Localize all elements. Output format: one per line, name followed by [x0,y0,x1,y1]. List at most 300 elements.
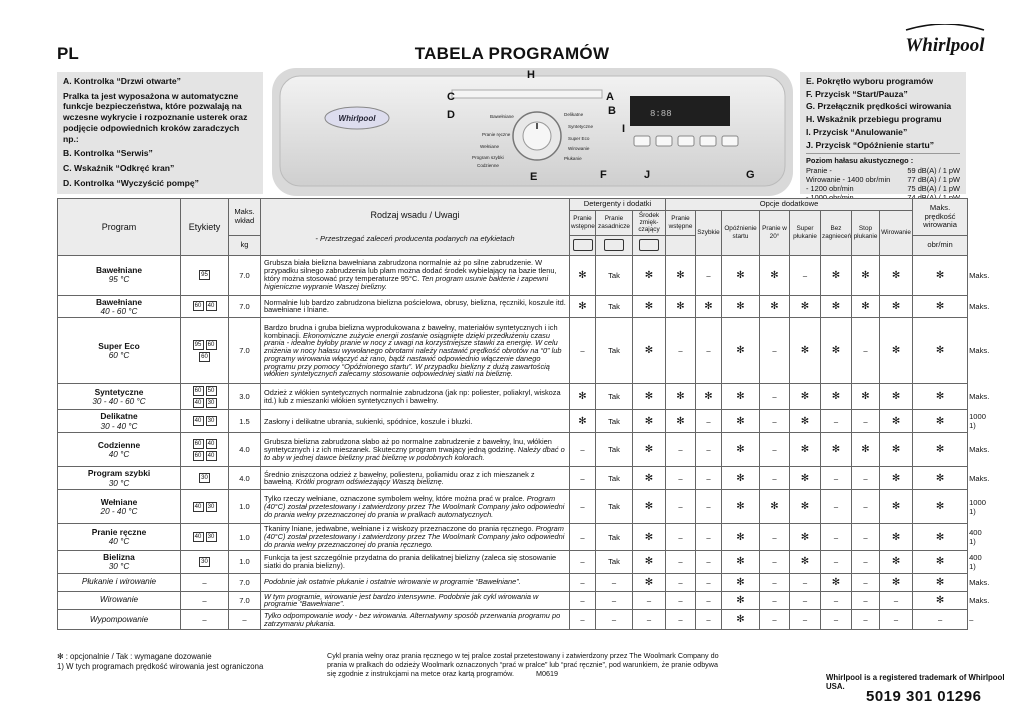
legend-f: F. Przycisk “Start/Pauza” [806,88,908,99]
max-load: 1.0 [229,550,261,573]
option-cell: ✻ [821,295,852,318]
display-screen [630,96,730,126]
svg-text:8:88: 8:88 [650,109,672,119]
option-cell: – [760,410,790,433]
option-cell: ✻ [852,295,880,318]
load-description: Funkcja ta jest szczególnie przydatna do prania delikatnej bielizny (zaleca się stosowanie siatki do prania bielizny). [261,550,570,573]
col-load: Maks. wkład [229,199,261,236]
document-code: 5019 301 01296 [866,688,982,705]
woolmark-code: M0619 [535,668,558,678]
wash-temp-icon: 60 [193,386,204,396]
option-cell: Tak [596,524,633,550]
option-cell: ✻ [790,318,821,384]
option-cell: – [570,524,596,550]
option-cell: – [760,433,790,467]
option-cell: ✻ [880,524,913,550]
wash-temp-icon: 40 [193,502,204,512]
option-cell: ✻ [913,490,968,524]
option-cell: – [570,591,596,610]
legend-symbols: ✻ : opcjonalnie / Tak : wymagane dozowanie [57,652,212,661]
option-cell: ✻ [722,410,760,433]
option-cell: ✻ [913,550,968,573]
softener-compartment-icon [639,239,659,251]
option-cell: – [570,550,596,573]
option-cell: ✻ [570,384,596,410]
care-labels [181,255,229,295]
wash-temp-icon: 40 [193,398,204,408]
load-description: Średnio zniszczona odzież z bawełny, poliesteru, poliamidu oraz z ich mieszanek z bawełną. Krótki program odświeżający Waszą bieliznę. [261,467,570,490]
option-cell: ✻ [790,467,821,490]
program-name: Delikatne 30 - 40 °C [58,410,181,433]
option-cell: ✻ [722,610,760,630]
max-load: 7.0 [229,255,261,295]
trademark-note: Whirlpool is a registered trademark of Whirlpool USA. [826,673,1005,691]
svg-text:Delikatne: Delikatne [564,112,584,117]
legend-b: B. Kontrolka “Serwis” [63,148,153,159]
option-cell: – [760,591,790,610]
noise-levels [806,153,960,202]
option-cell: – [821,591,852,610]
letter-a: A [606,91,614,103]
opt-col-1: Szybkie [696,210,722,255]
option-cell: – [880,610,913,630]
option-cell: Tak [596,490,633,524]
option-cell: ✻ [852,384,880,410]
option-cell: ✻ [790,490,821,524]
option-cell: ✻ [696,295,722,318]
col-type: Rodzaj wsadu / Uwagi - Przestrzegać zaleceń producenta podanych na etykietach [261,199,570,256]
option-cell: – [821,410,852,433]
care-labels: – [181,610,229,630]
option-cell: – [821,550,852,573]
option-cell: ✻ [880,384,913,410]
program-name: Wełniane 20 - 40 °C [58,490,181,524]
letter-i: I [622,123,626,135]
table-row: Pranie ręczne 40 °C 40 30 1.0 Tkaniny lniane, jedwabne, wełniane i z wiskozy przeznaczone do prania ręcznego. Program (40°C) został przetestowany i zatwierdzony przez The Woolmark Company jako odpowiedni do prania wełny przeznaczonej do prania ręcznego. – Tak ✻ – – ✻ – ✻ – – ✻ ✻ 400 1) [58,524,968,550]
option-cell: ✻ [852,433,880,467]
option-cell: – [696,410,722,433]
option-cell: ✻ [633,573,666,591]
col-load-unit: kg [229,235,261,255]
max-load: 1.0 [229,524,261,550]
option-cell: ✻ [913,573,968,591]
opt-col-5: Bez zagnieceń [821,210,852,255]
option-cell: – [790,573,821,591]
table-row: Program szybki 30 °C 30 4.0 Średnio zniszczona odzież z bawełny, poliesteru, poliamidu oraz z ich mieszanek z bawełną. Krótki program odświeżający Waszą bieliznę. – Tak ✻ – – ✻ – ✻ – – ✻ ✻ Maks. [58,467,968,490]
option-cell: ✻ [880,255,913,295]
table-row: Delikatne 30 - 40 °C 40 30 1.5 Zasłony i delikatne ubrania, sukienki, spódnice, koszule i bluzki. ✻ Tak ✻ ✻ – ✻ – ✻ – – ✻ ✻ 1000 1) [58,410,968,433]
option-cell: ✻ [722,467,760,490]
option-cell: – [596,591,633,610]
load-description: Zasłony i delikatne ubrania, sukienki, spódnice, koszule i bluzki. [261,410,570,433]
option-cell: ✻ [880,433,913,467]
option-cell: – [696,467,722,490]
option-cell: – [852,550,880,573]
col-rpm-unit: obr/min [913,235,968,255]
option-cell: – [852,410,880,433]
option-cell: – [666,467,696,490]
option-cell: ✻ [821,318,852,384]
load-description: Podobnie jak ostatnie płukanie i ostatnie wirowanie w programie “Bawełniane”. [261,573,570,591]
opt-col-6: Stop płukanie [852,210,880,255]
svg-text:Super Eco: Super Eco [568,136,590,141]
program-name: Bawełniane 95 °C [58,255,181,295]
care-labels [181,295,229,318]
noise-row: - 1200 obr/min 75 dB(A) / 1 pW [806,184,960,194]
load-description: Tylko odpompowanie wody - bez wirowania. Alternatywny sposób przerwania programu po zatrzymaniu płukania. [261,610,570,630]
option-cell: Tak [596,255,633,295]
option-cell: – [666,591,696,610]
table-legend [57,652,263,672]
option-cell: ✻ [913,318,968,384]
option-cell: – [666,433,696,467]
col-detergents: Detergenty i dodatki [570,199,666,211]
option-cell: – [633,591,666,610]
legend-h: H. Wskaźnik przebiegu programu [806,114,942,125]
option-cell: ✻ [722,255,760,295]
option-cell: – [696,550,722,573]
max-load: 7.0 [229,295,261,318]
max-load: – [229,610,261,630]
option-cell: ✻ [852,255,880,295]
det-col-0: Pranie wstępne [570,210,596,235]
program-name: Syntetyczne 30 - 40 - 60 °C [58,384,181,410]
option-cell: ✻ [722,490,760,524]
option-cell: ✻ [790,295,821,318]
opt-col-4: Super płukanie [790,210,821,255]
program-name: Super Eco 60 °C [58,318,181,384]
option-cell: – [852,573,880,591]
option-cell: – [596,573,633,591]
option-cell: – [666,524,696,550]
wash-temp-icon: 60 [193,301,204,311]
option-cell: – [852,318,880,384]
care-labels [181,550,229,573]
option-cell: ✻ [821,255,852,295]
option-cell: ✻ [722,573,760,591]
wash-temp-icon: 30 [206,502,217,512]
option-cell: – [852,467,880,490]
option-cell: ✻ [880,490,913,524]
svg-text:Bawełniane: Bawełniane [490,114,514,119]
svg-text:Wirowanie: Wirowanie [568,146,590,151]
noise-row: Pranie - 59 dB(A) / 1 pW [806,165,960,175]
table-row: Syntetyczne 30 - 40 - 60 °C 60 50 40 30 3.0 Odzież z włókien syntetycznych normalnie zabrudzona (jak np: poliester, poliakryl, wiskoza itd.) lub z mieszanki włókien syntetycznych i bawełny. ✻ Tak ✻ ✻ ✻ ✻ – ✻ ✻ ✻ ✻ ✻ Maks. [58,384,968,410]
option-cell: – [570,433,596,467]
option-cell: – [913,610,968,630]
option-cell: ✻ [760,295,790,318]
option-cell: – [666,610,696,630]
svg-text:Wełniane: Wełniane [480,144,500,149]
load-description: Grubsza biała bielizna bawełniana zabrudzona normalnie aż po silne zabrudzenie. W przypadku silnego zabrudzenia lub plam można dodać środek wybielający na bazie tlenu, który można stosować przy temperaturze 95°C. Ten program usunie bakterie i zapewni higieniczne wypranie Waszej bielizny. [261,255,570,295]
option-cell: ✻ [913,255,968,295]
max-load: 1.0 [229,490,261,524]
option-cell: Tak [596,467,633,490]
legend-e: E. Pokrętło wyboru programów [806,76,934,86]
control-panel-illustration [272,56,793,196]
max-load: 4.0 [229,433,261,467]
wash-temp-icon: 30 [199,473,210,483]
option-cell: – [570,573,596,591]
option-cell: Tak [596,410,633,433]
wash-temp-icon: 30 [206,532,217,542]
option-cell: – [696,255,722,295]
svg-text:Program szybki: Program szybki [472,155,504,160]
col-program: Program [58,199,181,256]
care-labels [181,384,229,410]
option-cell: ✻ [633,550,666,573]
option-cell: – [821,524,852,550]
option-cell: – [633,610,666,630]
wash-temp-icon: 40 [193,416,204,426]
opt-col-3: Pranie w 20° [760,210,790,255]
wash-temp-icon: 60 [199,352,210,362]
program-name: Pranie ręczne 40 °C [58,524,181,550]
wash-temp-icon: 95 [193,340,204,350]
opt-col-7: Wirowanie [880,210,913,255]
option-cell: – [852,524,880,550]
option-cell: ✻ [760,255,790,295]
option-cell: ✻ [821,384,852,410]
max-load: 7.0 [229,573,261,591]
legend-footnote: 1) W tych programach prędkość wirowania jest ograniczona [57,662,264,672]
mainwash-compartment-icon [604,239,624,251]
care-labels [181,318,229,384]
option-cell: – [821,610,852,630]
option-cell: ✻ [722,433,760,467]
load-description: Bardzo brudna i gruba bielizna wyprodukowana z bawełny, materiałów syntetycznych i ich kombinacji. Ekonomiczne zużycie energii zostanie osiągnięte dzięki przedłużeniu czasu prania - idealne byłoby pranie w nocy z uwagi na korzystniejsze stawki za energię. W celu zniżenia w nocy hałasu wywołanego obrotami należy nastawić prędkość obrotów na “0” lub programy wirowania włączyć aż rano, bądź nastawić odpowiednio włączenie danego programu przy pomocy “Opóźnionego startu”. W przypadku bielizny z dużą zawartością włókien syntetycznych zalecamy stosowanie odpowiedniej siatki na bieliznę. [261,318,570,384]
option-cell: – [821,490,852,524]
option-cell: – [696,573,722,591]
opt-prewash-icon-cell [666,235,696,255]
wash-temp-icon: 40 [193,532,204,542]
option-cell: ✻ [722,318,760,384]
program-table [57,198,990,630]
option-cell: ✻ [633,318,666,384]
logo-text: Whirlpool [905,35,985,56]
option-cell: – [570,318,596,384]
table-row: Bawełniane 95 °C 95 7.0 Grubsza biała bielizna bawełniana zabrudzona normalnie aż po silne zabrudzenie. W przypadku silnego zabrudzenia lub plam można dodać środek wybielający na bazie tlenu, który można stosować przy temperaturze 95°C. Ten program usunie bakterie i zapewni higieniczne wypranie Waszej bielizny. ✻ Tak ✻ ✻ – ✻ ✻ – ✻ ✻ ✻ ✻ Maks. [58,255,968,295]
wash-temp-icon: 60 [206,340,217,350]
opt-col-2: Opóźnienie startu [722,210,760,255]
option-cell: – [760,318,790,384]
table-row: Wirowanie – 7.0 W tym programie, wirowanie jest bardzo intensywne. Podobnie jak cykl wirowania w programie “Bawełniane”. – – – – – ✻ – – – – – ✻ Maks. [58,591,968,610]
option-cell: – [790,255,821,295]
care-labels [181,410,229,433]
option-cell: – [570,490,596,524]
max-load: 3.0 [229,384,261,410]
option-cell: – [666,573,696,591]
option-cell: – [852,490,880,524]
load-description: W tym programie, wirowanie jest bardzo intensywne. Podobnie jak cykl wirowania w programie “Bawełniane”. [261,591,570,610]
option-cell: ✻ [722,524,760,550]
option-cell: – [790,610,821,630]
option-cell: ✻ [880,410,913,433]
option-cell: ✻ [633,490,666,524]
opt-col-0: Pranie wstępne [666,210,696,235]
letter-b: B [608,105,616,117]
option-cell: Tak [596,318,633,384]
left-legend-panel [57,72,263,194]
option-cell: ✻ [760,490,790,524]
load-description: Tkaniny lniane, jedwabne, wełniane i z wiskozy przeznaczone do prania ręcznego. Program (40°C) został przetestowany i zatwierdzony przez The Woolmark Company jako odpowiedni do prania wełny przeznaczonej do prania ręcznego. [261,524,570,550]
letter-g: G [746,169,755,181]
program-name: Bielizna 30 °C [58,550,181,573]
option-cell: – [570,467,596,490]
max-load: 1.5 [229,410,261,433]
page-title: TABELA PROGRAMÓW [414,44,610,63]
option-cell: Tak [596,433,633,467]
option-cell: ✻ [913,384,968,410]
option-cell: ✻ [666,410,696,433]
option-cell: ✻ [790,384,821,410]
option-cell: ✻ [633,524,666,550]
option-cell: ✻ [722,384,760,410]
program-name: Płukanie i wirowanie [58,573,181,591]
care-labels [181,490,229,524]
option-cell: ✻ [880,295,913,318]
svg-text:Pranie ręczne: Pranie ręczne [482,132,511,137]
option-cell: – [760,610,790,630]
svg-text:Codzienne: Codzienne [477,163,499,168]
care-labels [181,524,229,550]
max-load: 7.0 [229,318,261,384]
option-cell: ✻ [666,295,696,318]
option-cell: ✻ [913,467,968,490]
option-cell: Tak [596,550,633,573]
load-description: Normalnie lub bardzo zabrudzona bielizna pościelowa, obrusy, bielizna, ręczniki, koszule itd. bawełniane i lniane. [261,295,570,318]
load-description: Odzież z włókien syntetycznych normalnie zabrudzona (jak np: poliester, poliakryl, wiskoza itd.) lub z mieszanki włókien syntetycznych i bawełny. [261,384,570,410]
option-cell: ✻ [821,573,852,591]
legend-i: I. Przycisk “Anulowanie” [806,126,908,137]
wash-temp-icon: 30 [206,416,217,426]
table-row: Bawełniane 40 - 60 °C 60 40 7.0 Normalnie lub bardzo zabrudzona bielizna pościelowa, obrusy, bielizna, ręczniki, koszule itd. bawełniane i lniane. ✻ Tak ✻ ✻ ✻ ✻ ✻ ✻ ✻ ✻ ✻ ✻ Maks. [58,295,968,318]
wash-temp-icon: 60 [193,451,204,461]
legend-c: C. Wskaźnik “Odkręć kran” [63,163,175,174]
option-cell: ✻ [666,255,696,295]
letter-d: D [447,109,455,121]
option-cell: ✻ [880,467,913,490]
option-cell: ✻ [722,295,760,318]
legend-intro: Pralka ta jest wyposażona w automatyczne funkcje bezpieczeństwa, które pozwalają na wczesne wykrycie i rozpoznanie usterek oraz podjęcie odpowiednich kroków zaradczych np.: [63,90,248,144]
option-cell: ✻ [570,295,596,318]
option-cell: ✻ [633,295,666,318]
whirlpool-logo [900,24,990,60]
max-load: 4.0 [229,467,261,490]
wash-temp-icon: 40 [206,301,217,311]
woolmark-note: Cykl prania wełny oraz prania ręcznego w tej pralce został przetestowany i zatwierdzony przez The Woolmark Company do prania w pralkach do odzieży Woolmark oznaczonych “prać w pralce” lub “prać ręcznie”, pod warunkiem, że pranie odbywa się zgodnie z instrukcjami na metce oraz kartą programów. M0619 [327,651,719,678]
care-labels [181,467,229,490]
option-cell: ✻ [633,255,666,295]
wash-temp-icon: 60 [193,439,204,449]
option-cell: – [852,610,880,630]
legend-a: A. Kontrolka “Drzwi otwarte” [63,76,181,86]
option-cell: ✻ [696,384,722,410]
letter-j: J [644,169,651,181]
svg-text:Płukanie: Płukanie [564,156,582,161]
wash-temp-icon: 30 [206,398,217,408]
program-name: Codzienne 40 °C [58,433,181,467]
option-cell: – [696,524,722,550]
load-description: Grubsza bielizna zabrudzona słabo aż po normalne zabrudzenie z bawełny, lnu, włókien syntetycznych i z ich mieszanek. Skuteczny program trwający jedną godzinę. Należy dbać o to aby w jednej dawce bielizny prać bieliznę w podobnych kolorach. [261,433,570,467]
option-cell: ✻ [633,384,666,410]
option-cell: – [666,490,696,524]
option-cell: ✻ [570,410,596,433]
option-cell: – [880,591,913,610]
option-cell: ✻ [880,573,913,591]
option-cell: – [696,490,722,524]
option-cell: ✻ [666,384,696,410]
right-legend-panel [800,72,966,194]
option-cell: – [760,384,790,410]
load-description: Tylko rzeczy wełniane, oznaczone symbolem wełny, które można prać w pralce. Program (40°C) został przetestowany i zatwierdzony przez The Woolmark Company jako odpowiedni do prania wełny przeznaczonej do prania w pralkach automatycznych. [261,490,570,524]
noise-title: Poziom hałasu akustycznego : [806,156,914,166]
noise-row: Wirowanie - 1400 obr/min 77 dB(A) / 1 pW [806,174,960,184]
option-cell: – [760,467,790,490]
svg-text:Whirlpool: Whirlpool [338,114,376,123]
option-cell: – [696,610,722,630]
option-cell: ✻ [880,318,913,384]
wash-temp-icon: 95 [199,270,210,280]
wash-temp-icon: 40 [206,439,217,449]
max-load: 7.0 [229,591,261,610]
option-cell: ✻ [790,410,821,433]
option-cell: ✻ [722,591,760,610]
option-cell: – [760,573,790,591]
option-cell: ✻ [570,255,596,295]
col-labels: Etykiety [181,199,229,256]
option-cell: ✻ [913,295,968,318]
prewash-compartment-icon [573,239,593,251]
option-cell: ✻ [913,410,968,433]
det-col-1: Pranie zasadnicze [596,210,633,235]
progress-indicator [452,90,602,98]
option-cell: ✻ [790,433,821,467]
option-cell: ✻ [880,550,913,573]
program-name: Program szybki 30 °C [58,467,181,490]
wash-temp-icon: 50 [206,386,217,396]
wash-temp-icon: 40 [206,451,217,461]
wash-temp-icon: 30 [199,557,210,567]
option-cell: ✻ [633,433,666,467]
program-name: Wypompowanie [58,610,181,630]
language-code: PL [57,44,79,63]
legend-g: G. Przełącznik prędkości wirowania [806,101,952,112]
option-cell: Tak [596,295,633,318]
table-row: Wypompowanie – – Tylko odpompowanie wody - bez wirowania. Alternatywny sposób przerwania programu po zatrzymaniu płukania. – – – – – ✻ – – – – – – – [58,610,968,630]
option-cell: – [760,524,790,550]
svg-text:Syntetyczne: Syntetyczne [568,124,594,129]
option-cell: ✻ [790,524,821,550]
option-cell: ✻ [913,524,968,550]
care-labels [181,433,229,467]
option-cell: – [852,591,880,610]
option-cell: – [821,467,852,490]
care-labels: – [181,591,229,610]
option-cell: ✻ [633,410,666,433]
col-options: Opcje dodatkowe [666,199,913,211]
table-row: Wełniane 20 - 40 °C 40 30 1.0 Tylko rzeczy wełniane, oznaczone symbolem wełny, które można prać w pralce. Program (40°C) został przetestowany i zatwierdzony przez The Woolmark Company jako odpowiedni do prania wełny przeznaczonej do prania w pralkach automatycznych. – Tak ✻ – – ✻ ✻ ✻ – – ✻ ✻ 1000 1) [58,490,968,524]
table-row: Płukanie i wirowanie – 7.0 Podobnie jak ostatnie płukanie i ostatnie wirowanie w programie “Bawełniane”. – – ✻ – – ✻ – – ✻ – ✻ ✻ Maks. [58,573,968,591]
option-cell: – [760,550,790,573]
option-cell: ✻ [821,433,852,467]
table-row: Super Eco 60 °C 95 60 60 7.0 Bardzo brudna i gruba bielizna wyprodukowana z bawełny, materiałów syntetycznych i ich kombinacji. Ekonomiczne zużycie energii zostanie osiągnięte dzięki przedłużeniu czasu prania - idealne byłoby pranie w nocy z uwagi na korzystniejsze stawki za energię. W celu zniżenia w nocy hałasu wywołanego obrotami należy nastawić prędkość obrotów na “0” lub programy wirowania włączyć aż rano, bądź nastawić odpowiednio włączenie danego programu przy pomocy “Opóźnionego startu”. W przypadku bielizny z dużą zawartością włókien syntetycznych zalecamy stosowanie odpowiedniej siatki na bieliznę. – Tak ✻ – – ✻ – ✻ ✻ – ✻ ✻ Maks. [58,318,968,384]
option-cell: – [696,433,722,467]
option-cell: – [696,591,722,610]
legend-j: J. Przycisk “Opóźnienie startu” [806,139,934,150]
option-cell: – [570,610,596,630]
option-cell: ✻ [790,550,821,573]
